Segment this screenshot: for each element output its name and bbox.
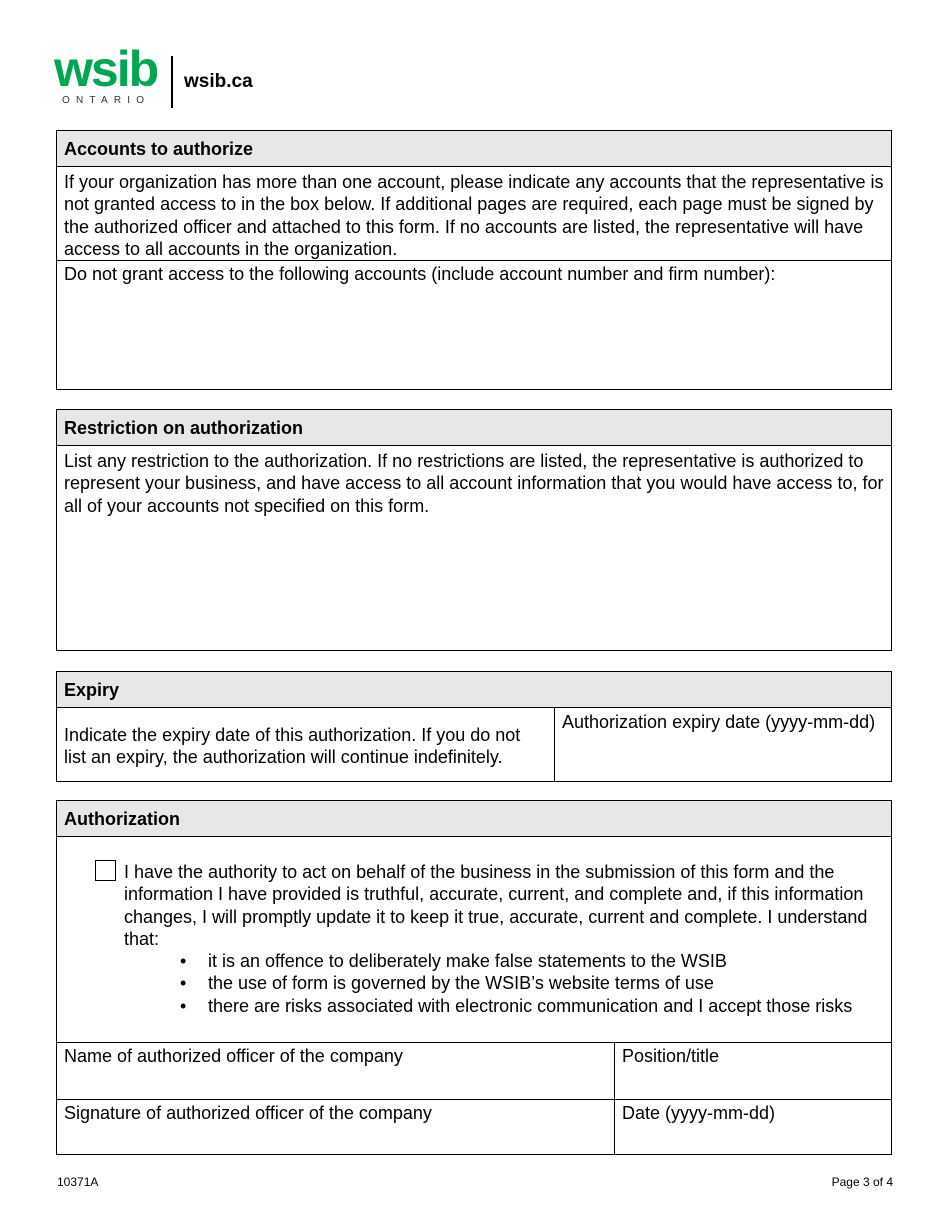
acknowledgement-list	[177, 950, 852, 1017]
position-title-field[interactable]	[615, 1043, 891, 1099]
list-item	[177, 972, 852, 994]
list-item-text: there are risks associated with electronic communication and I accept those risks	[208, 995, 853, 1016]
excluded-accounts-label: Do not grant access to the following accounts (include account number and firm number):	[64, 264, 776, 284]
wsib-logo	[54, 41, 160, 108]
expiry-section-title: Expiry	[57, 672, 891, 708]
signature-date-field[interactable]	[615, 1100, 891, 1154]
authorization-section-title: Authorization	[57, 801, 891, 837]
form-number: 10371A	[57, 1175, 99, 1189]
logo-subtext: ONTARIO	[62, 95, 151, 106]
page-number: Page 3 of 4	[831, 1175, 893, 1189]
accounts-description: If your organization has more than one account, please indicate any accounts that the representative is not granted access to in the box below. If additional pages are required, each page must be signed by the authorized officer and attached to this form. If no accounts are listed, the representative will have access to all accounts in the organization.	[57, 167, 891, 261]
restriction-section	[56, 409, 892, 651]
page-header	[54, 41, 356, 112]
list-item	[177, 995, 852, 1017]
position-title-label: Position/title	[622, 1046, 720, 1066]
officer-signature-field[interactable]	[57, 1100, 615, 1154]
officer-signature-label: Signature of authorized officer of the company	[64, 1103, 432, 1123]
expiry-section	[56, 671, 892, 782]
restriction-section-title: Restriction on authorization	[57, 410, 891, 446]
restriction-field[interactable]	[57, 446, 891, 517]
authorization-section	[56, 800, 892, 1155]
bullet-icon: •	[180, 995, 187, 1016]
expiry-date-label: Authorization expiry date (yyyy-mm-dd)	[562, 712, 876, 732]
site-link[interactable]: wsib.ca	[184, 71, 253, 92]
excluded-accounts-field[interactable]	[57, 261, 891, 285]
expiry-description: Indicate the expiry date of this authorization. If you do not list an expiry, the authorization will continue indefinitely.	[57, 708, 555, 781]
bullet-icon: •	[180, 951, 187, 971]
bullet-icon: •	[180, 973, 187, 994]
accounts-section	[56, 130, 892, 390]
list-item-text: it is an offence to deliberately make false statements to the WSIB	[208, 951, 727, 971]
restriction-description: List any restriction to the authorization. If no restrictions are listed, the representative is authorized to represent your business, and have access to all account information that you would have access to, for all of your accounts not specified on this form.	[64, 451, 884, 516]
accounts-section-title: Accounts to authorize	[57, 131, 891, 167]
list-item	[177, 950, 852, 972]
signature-date-label: Date (yyyy-mm-dd)	[622, 1103, 776, 1123]
authority-checkbox[interactable]	[95, 860, 116, 881]
logo-divider	[171, 56, 173, 108]
expiry-date-field[interactable]	[555, 708, 891, 781]
officer-name-label: Name of authorized officer of the company	[64, 1046, 403, 1066]
authority-statement: I have the authority to act on behalf of the business in the submission of this form and the information I have provided is truthful, accurate, current, and complete and, if this information changes, I will promptly update it to keep it true, accurate, current and complete. I understand that:	[124, 862, 868, 949]
list-item-text: the use of form is governed by the WSIB’s website terms of use	[208, 973, 714, 994]
officer-name-field[interactable]	[57, 1043, 615, 1099]
logo-wordmark: wsib	[54, 41, 158, 97]
